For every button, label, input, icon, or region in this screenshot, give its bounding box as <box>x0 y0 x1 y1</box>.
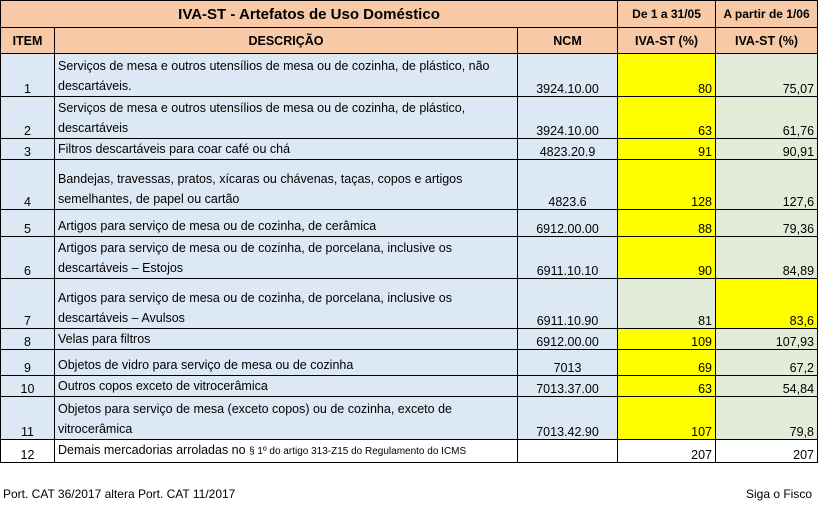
item-cell: 10 <box>1 376 55 397</box>
desc-cell: Bandejas, travessas, pratos, xícaras ou chávenas, taças, copos e artigos semelhantes, de papel ou cartão <box>55 160 518 210</box>
table-row <box>1 237 818 279</box>
ncm-cell <box>518 440 618 463</box>
iva2-cell: 61,76 <box>716 97 818 139</box>
desc-cell: Artigos para serviço de mesa ou de cozinha, de porcelana, inclusive os descartáveis – Estojos <box>55 237 518 279</box>
desc-cell: Objetos para serviço de mesa (exceto copos) ou de cozinha, exceto de vitrocerâmica <box>55 397 518 440</box>
desc-cell: Serviços de mesa e outros utensílios de mesa ou de cozinha, de plástico, não descartáveis. <box>55 54 518 97</box>
desc-cell: Filtros descartáveis para coar café ou chá <box>55 139 518 160</box>
item-cell: 8 <box>1 329 55 350</box>
item-cell: 1 <box>1 54 55 97</box>
desc-main-text: Demais mercadorias arroladas no <box>58 443 250 457</box>
table-row <box>1 329 818 350</box>
iva2-cell: 127,6 <box>716 160 818 210</box>
col-item-header: ITEM <box>1 28 55 54</box>
table-row <box>1 376 818 397</box>
ncm-cell: 7013 <box>518 350 618 376</box>
iva1-cell: 109 <box>618 329 716 350</box>
iva1-cell: 90 <box>618 237 716 279</box>
ncm-cell: 6911.10.10 <box>518 237 618 279</box>
column-header-row <box>1 28 818 54</box>
item-cell: 12 <box>1 440 55 463</box>
iva1-cell: 80 <box>618 54 716 97</box>
table-row <box>1 397 818 440</box>
iva1-cell: 91 <box>618 139 716 160</box>
col-ncm-header: NCM <box>518 28 618 54</box>
item-cell: 2 <box>1 97 55 139</box>
iva1-cell: 88 <box>618 210 716 237</box>
item-cell: 9 <box>1 350 55 376</box>
ncm-cell: 7013.37.00 <box>518 376 618 397</box>
desc-cell: Artigos para serviço de mesa ou de cozinha, de cerâmica <box>55 210 518 237</box>
col-iva1-header: IVA-ST (%) <box>618 28 716 54</box>
iva1-cell: 107 <box>618 397 716 440</box>
table-row <box>1 440 818 463</box>
iva2-cell: 90,91 <box>716 139 818 160</box>
table-row <box>1 139 818 160</box>
ncm-cell: 3924.10.00 <box>518 97 618 139</box>
iva1-cell: 128 <box>618 160 716 210</box>
ncm-cell: 6912.00.00 <box>518 329 618 350</box>
table-row <box>1 54 818 97</box>
iva2-cell: 84,89 <box>716 237 818 279</box>
iva2-cell: 67,2 <box>716 350 818 376</box>
table-row <box>1 279 818 329</box>
desc-small-text: § 1º do artigo 313-Z15 do Regulamento do ICMS <box>249 446 467 457</box>
desc-cell: Serviços de mesa e outros utensílios de mesa ou de cozinha, de plástico, descartáveis <box>55 97 518 139</box>
iva2-cell: 79,36 <box>716 210 818 237</box>
item-cell: 6 <box>1 237 55 279</box>
desc-cell <box>55 440 518 463</box>
iva2-cell: 54,84 <box>716 376 818 397</box>
period2-header: A partir de 1/06 <box>716 1 818 28</box>
table-row <box>1 210 818 237</box>
col-iva2-header: IVA-ST (%) <box>716 28 818 54</box>
table-row <box>1 350 818 376</box>
footer-credit: Siga o Fisco <box>745 487 812 501</box>
desc-cell: Outros copos exceto de vitrocerâmica <box>55 376 518 397</box>
table-row <box>1 160 818 210</box>
title-row <box>1 1 818 28</box>
iva2-cell: 83,6 <box>716 279 818 329</box>
iva2-cell: 107,93 <box>716 329 818 350</box>
iva1-cell: 63 <box>618 376 716 397</box>
ncm-cell: 4823.20.9 <box>518 139 618 160</box>
desc-cell: Artigos para serviço de mesa ou de cozinha, de porcelana, inclusive os descartáveis – Avulsos <box>55 279 518 329</box>
ncm-cell: 7013.42.90 <box>518 397 618 440</box>
desc-cell: Velas para filtros <box>55 329 518 350</box>
iva2-cell: 75,07 <box>716 54 818 97</box>
item-cell: 4 <box>1 160 55 210</box>
iva1-cell: 207 <box>618 440 716 463</box>
iva2-cell: 207 <box>716 440 818 463</box>
desc-cell: Objetos de vidro para serviço de mesa ou de cozinha <box>55 350 518 376</box>
item-cell: 11 <box>1 397 55 440</box>
item-cell: 3 <box>1 139 55 160</box>
period1-header: De 1 a 31/05 <box>618 1 716 28</box>
iva1-cell: 63 <box>618 97 716 139</box>
ncm-cell: 6912.00.00 <box>518 210 618 237</box>
ncm-cell: 4823.6 <box>518 160 618 210</box>
ncm-cell: 6911.10.90 <box>518 279 618 329</box>
iva1-cell: 69 <box>618 350 716 376</box>
footer-source: Port. CAT 36/2017 altera Port. CAT 11/2017 <box>3 487 236 501</box>
item-cell: 5 <box>1 210 55 237</box>
table-row <box>1 97 818 139</box>
table-title: IVA-ST - Artefatos de Uso Doméstico <box>1 1 618 28</box>
ncm-cell: 3924.10.00 <box>518 54 618 97</box>
iva1-cell: 81 <box>618 279 716 329</box>
iva2-cell: 79,8 <box>716 397 818 440</box>
item-cell: 7 <box>1 279 55 329</box>
col-desc-header: DESCRIÇÃO <box>55 28 518 54</box>
